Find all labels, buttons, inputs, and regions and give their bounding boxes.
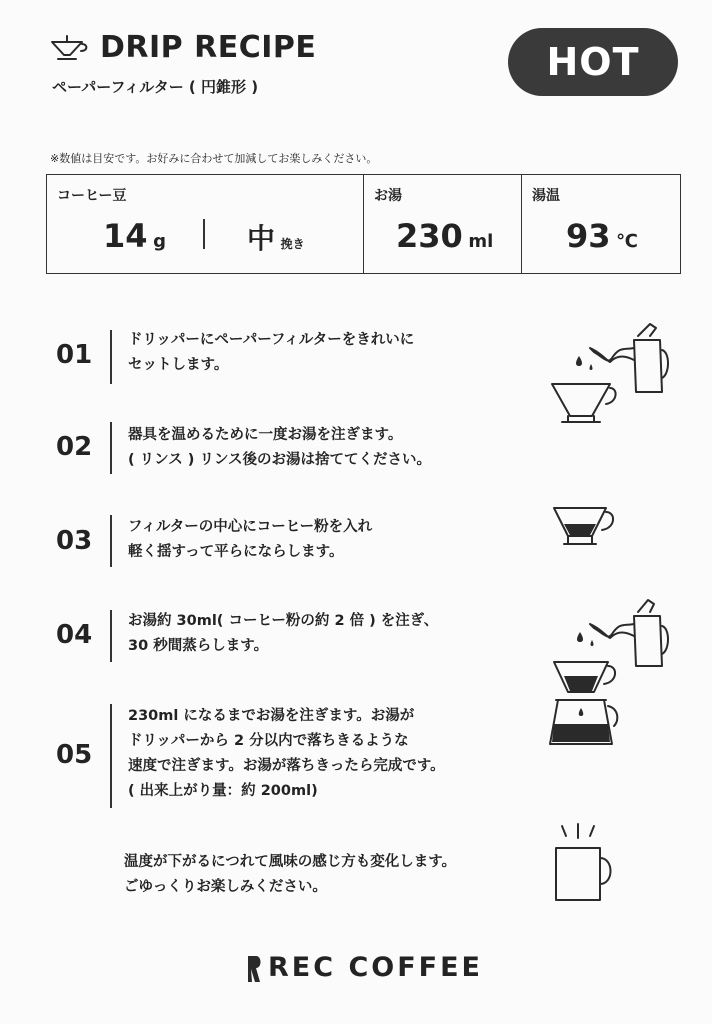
temperature-number: 93 — [566, 217, 611, 255]
step-text-line: ドリッパーから 2 分以内で落ちきるような — [128, 733, 409, 749]
rec-logo-icon — [246, 954, 262, 984]
water-cell — [363, 175, 521, 273]
disclaimer-note: ※数値は目安です。お好みに合わせて加減してお楽しみください。 — [50, 152, 378, 165]
hot-badge: HOT — [508, 28, 678, 96]
step-text-line: 軽く揺すって平らにならします。 — [128, 544, 344, 560]
temperature-cell — [521, 175, 682, 273]
step-text-line: 230ml になるまでお湯を注ぎます。お湯が — [128, 708, 415, 724]
coffee-label: コーヒー豆 — [57, 188, 127, 204]
grind-divider — [203, 219, 205, 249]
step-number: 02 — [56, 432, 93, 462]
step-text-line: お湯約 30ml( コーヒー粉の約 2 倍 ) を注ぎ、 — [128, 613, 439, 629]
step-number: 05 — [56, 740, 93, 770]
water-amount-unit: ml — [468, 231, 494, 252]
temperature-unit: ℃ — [616, 231, 638, 252]
closing-text-line: ごゆっくりお楽しみください。 — [124, 879, 327, 895]
step-text-line: 器具を温めるために一度お湯を注ぎます。 — [128, 427, 403, 443]
step-divider — [110, 515, 112, 567]
grind-suffix: 挽き — [280, 237, 305, 251]
water-amount — [396, 217, 493, 255]
step-number: 04 — [56, 620, 93, 650]
grind-size — [247, 217, 305, 257]
step-text-line: セットします。 — [128, 357, 229, 373]
grind-value: 中 — [247, 222, 276, 255]
step-number: 03 — [56, 526, 93, 556]
temperature-label: 湯温 — [532, 188, 560, 204]
step-divider — [110, 704, 112, 808]
step-text — [128, 423, 431, 473]
step-text — [128, 704, 445, 804]
step-divider — [110, 330, 112, 384]
step-text-line: ( リンス ) リンス後のお湯は捨ててください。 — [128, 452, 432, 468]
coffee-amount-value: 14 — [103, 217, 148, 255]
closing-text — [124, 850, 456, 900]
step-divider — [110, 610, 112, 662]
filter-type-subtitle: ペーパーフィルター ( 円錐形 ) — [52, 78, 259, 96]
temperature-value — [566, 217, 638, 255]
step-text-line: 30 秒間蒸らします。 — [128, 638, 269, 654]
dripper-logo-icon — [48, 33, 88, 63]
kettle-pouring-into-server-icon — [542, 596, 676, 756]
step-text — [128, 515, 372, 565]
coffee-amount — [103, 217, 166, 255]
kettle-pouring-into-dripper-icon — [546, 318, 676, 436]
brand-name: REC COFFEE — [268, 952, 483, 983]
step-text-line: 速度で注ぎます。お湯が落ちきったら完成です。 — [128, 758, 445, 774]
step-text-line: ( 出来上がり量：約 200ml) — [128, 783, 318, 799]
coffee-cell — [47, 175, 363, 273]
coffee-amount-unit: g — [153, 231, 166, 252]
parameter-table — [46, 174, 681, 274]
water-amount-value: 230 — [396, 217, 463, 255]
closing-text-line: 温度が下がるにつれて風味の感じ方も変化します。 — [124, 854, 457, 870]
step-text — [128, 609, 438, 659]
steaming-mug-icon — [552, 822, 622, 906]
dripper-with-grounds-icon — [550, 500, 620, 552]
step-divider — [110, 422, 112, 474]
step-number: 01 — [56, 340, 93, 370]
step-text — [128, 328, 414, 378]
step-text-line: ドリッパーにペーパーフィルターをきれいに — [128, 332, 415, 348]
page-title: DRIP RECIPE — [100, 30, 317, 65]
step-text-line: フィルターの中心にコーヒー粉を入れ — [128, 519, 373, 535]
water-label: お湯 — [374, 188, 402, 204]
